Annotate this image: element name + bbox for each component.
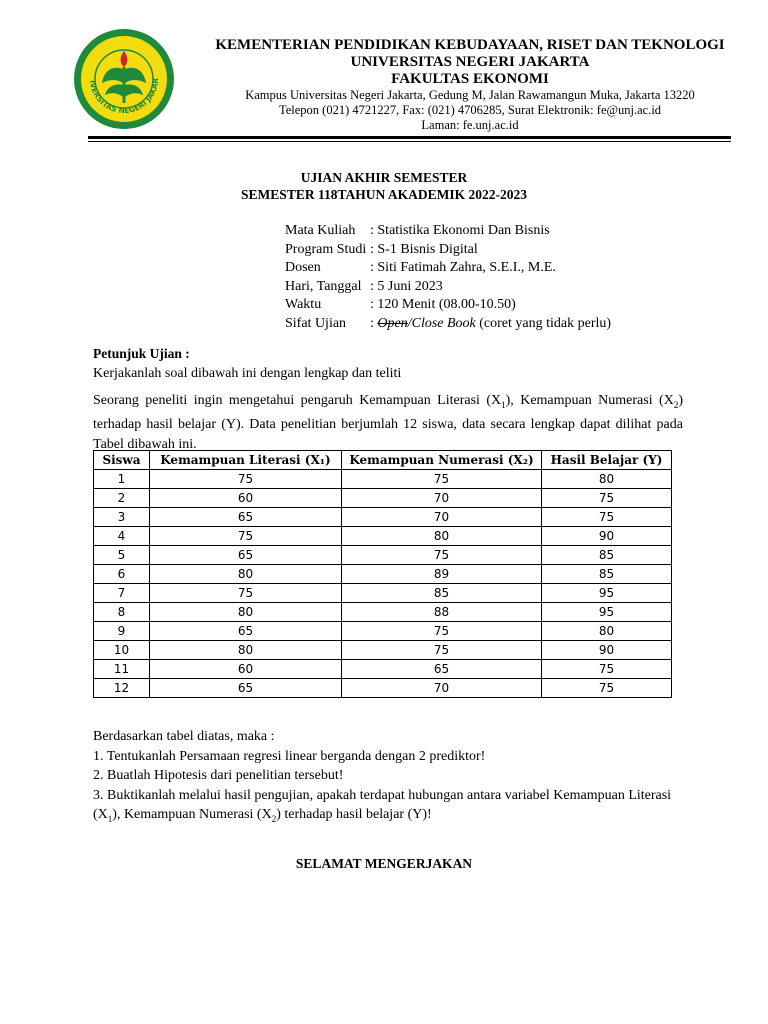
- table-cell: 75: [542, 660, 672, 679]
- table-header-row: [94, 451, 672, 470]
- table-cell: 90: [542, 527, 672, 546]
- col-siswa: Siswa: [94, 451, 150, 470]
- meta-row: Mata Kuliah : Statistika Ekonomi Dan Bisnis: [285, 223, 550, 238]
- website: Laman: fe.unj.ac.id: [421, 118, 519, 132]
- table-cell: 85: [342, 584, 542, 603]
- table-cell: 65: [150, 622, 342, 641]
- table-cell: 60: [150, 660, 342, 679]
- table-cell: 65: [150, 679, 342, 698]
- questions-lead: Berdasarkan tabel diatas, maka :: [93, 729, 275, 744]
- header-rule: [88, 136, 731, 139]
- table-cell: 5: [94, 546, 150, 565]
- meta-row: Waktu : 120 Menit (08.00-10.50): [285, 297, 516, 312]
- university-name: UNIVERSITAS NEGERI JAKARTA: [350, 54, 590, 70]
- meta-row-sifat: Sifat Ujian : Open /Close Book (coret yang tidak perlu): [285, 315, 611, 334]
- table-cell: 4: [94, 527, 150, 546]
- table-cell: 85: [542, 565, 672, 584]
- table-cell: 9: [94, 622, 150, 641]
- table-cell: 75: [150, 584, 342, 603]
- table-cell: 70: [342, 679, 542, 698]
- table-cell: 75: [542, 508, 672, 527]
- question-2: 2. Buatlah Hipotesis dari penelitian tersebut!: [93, 768, 344, 783]
- table-cell: 75: [342, 641, 542, 660]
- table-cell: 88: [342, 603, 542, 622]
- table-cell: 2: [94, 489, 150, 508]
- instructions-text: Kerjakanlah soal dibawah ini dengan lengkap dan teliti: [93, 365, 402, 381]
- table-cell: 80: [150, 641, 342, 660]
- col-literasi: Kemampuan Literasi (X₁): [150, 451, 342, 470]
- table-cell: 80: [542, 470, 672, 489]
- col-hasil: Hasil Belajar (Y): [542, 451, 672, 470]
- table-row: [94, 641, 672, 660]
- university-logo: [72, 27, 176, 131]
- table-cell: 65: [342, 660, 542, 679]
- contact: Telepon (021) 4721227, Fax: (021) 4706285, Surat Elektronik: fe@unj.ac.id: [278, 103, 662, 117]
- table-row: [94, 489, 672, 508]
- table-cell: 6: [94, 565, 150, 584]
- table-cell: 75: [342, 546, 542, 565]
- question-3: 3. Buktikanlah melalui hasil pengujian, apakah terdapat hubungan antara variabel Kemampuan Literasi $(X_1)$, Kemampuan Numerasi $(X_2)$ terhadap hasil belajar (Y)!: [93, 787, 672, 824]
- table-cell: 89: [342, 565, 542, 584]
- table-cell: 80: [342, 527, 542, 546]
- questions: [93, 727, 693, 829]
- table-cell: 80: [150, 565, 342, 584]
- meta-row: Dosen : Siti Fatimah Zahra, S.E.I., M.E.: [285, 260, 556, 275]
- table-cell: 1: [94, 470, 150, 489]
- table-cell: 11: [94, 660, 150, 679]
- table-cell: 75: [342, 622, 542, 641]
- table-cell: 70: [342, 508, 542, 527]
- table-cell: 65: [150, 508, 342, 527]
- meta-row: Program Studi : S-1 Bisnis Digital: [285, 241, 478, 257]
- table-row: [94, 622, 672, 641]
- table-cell: 80: [542, 622, 672, 641]
- table-cell: 65: [150, 546, 342, 565]
- table-cell: 95: [542, 584, 672, 603]
- table-cell: 75: [542, 679, 672, 698]
- table-row: [94, 679, 672, 698]
- exam-meta: [285, 222, 611, 333]
- closing-text: SELAMAT MENGERJAKAN: [295, 856, 473, 871]
- table-cell: 75: [342, 470, 542, 489]
- table-cell: 90: [542, 641, 672, 660]
- table-row: [94, 470, 672, 489]
- table-row: [94, 527, 672, 546]
- table-row: [94, 603, 672, 622]
- table-row: [94, 508, 672, 527]
- instructions-heading: Petunjuk Ujian :: [93, 346, 190, 361]
- table-cell: 7: [94, 584, 150, 603]
- table-cell: 75: [542, 489, 672, 508]
- exam-title-line: UJIAN AKHIR SEMESTER: [300, 170, 468, 185]
- question-1: 1. Tentukanlah Persamaan regresi linear berganda dengan 2 prediktor!: [93, 748, 486, 764]
- table-cell: 60: [150, 489, 342, 508]
- data-table: [93, 450, 672, 698]
- table-cell: 12: [94, 679, 150, 698]
- letterhead: [180, 37, 760, 133]
- logo-text: IVERSITAS NEGERI JAKAR: [88, 77, 161, 116]
- faculty-name: FAKULTAS EKONOMI: [391, 71, 549, 87]
- table-body: [94, 470, 672, 698]
- table-row: [94, 660, 672, 679]
- table-cell: 75: [150, 527, 342, 546]
- exam-title: [0, 169, 768, 203]
- table-cell: 75: [150, 470, 342, 489]
- col-numerasi: Kemampuan Numerasi (X₂): [342, 451, 542, 470]
- address: Kampus Universitas Negeri Jakarta, Gedung M, Jalan Rawamangun Muka, Jakarta 13220: [245, 88, 695, 102]
- table-cell: 3: [94, 508, 150, 527]
- table-cell: 95: [542, 603, 672, 622]
- meta-row: Hari, Tanggal : 5 Juni 2023: [285, 278, 443, 294]
- header-rule-thin: [88, 141, 731, 142]
- table-cell: 10: [94, 641, 150, 660]
- table-cell: 70: [342, 489, 542, 508]
- close-book: /Close Book: [407, 315, 476, 331]
- table-cell: 8: [94, 603, 150, 622]
- open-struck: Open: [377, 315, 408, 331]
- intro-paragraph: Seorang peneliti ingin mengetahui pengaruh Kemampuan Literasi $(X_1)$, Kemampuan Numerasi $(X_2)$ terhadap hasil belajar (Y). Data penelitian berjumlah 12 siswa, data secara lengkap dapat dilihat pada Tabel dibawah ini.: [93, 393, 683, 452]
- table-cell: 80: [150, 603, 342, 622]
- table-row: [94, 546, 672, 565]
- table-row: [94, 584, 672, 603]
- ministry-name: KEMENTERIAN PENDIDIKAN KEBUDAYAAN, RISET DAN TEKNOLOGI: [215, 37, 725, 53]
- instructions: [93, 344, 683, 383]
- table-cell: 85: [542, 546, 672, 565]
- table-row: [94, 565, 672, 584]
- exam-subtitle: SEMESTER 118TAHUN AKADEMIK 2022-2023: [241, 187, 527, 202]
